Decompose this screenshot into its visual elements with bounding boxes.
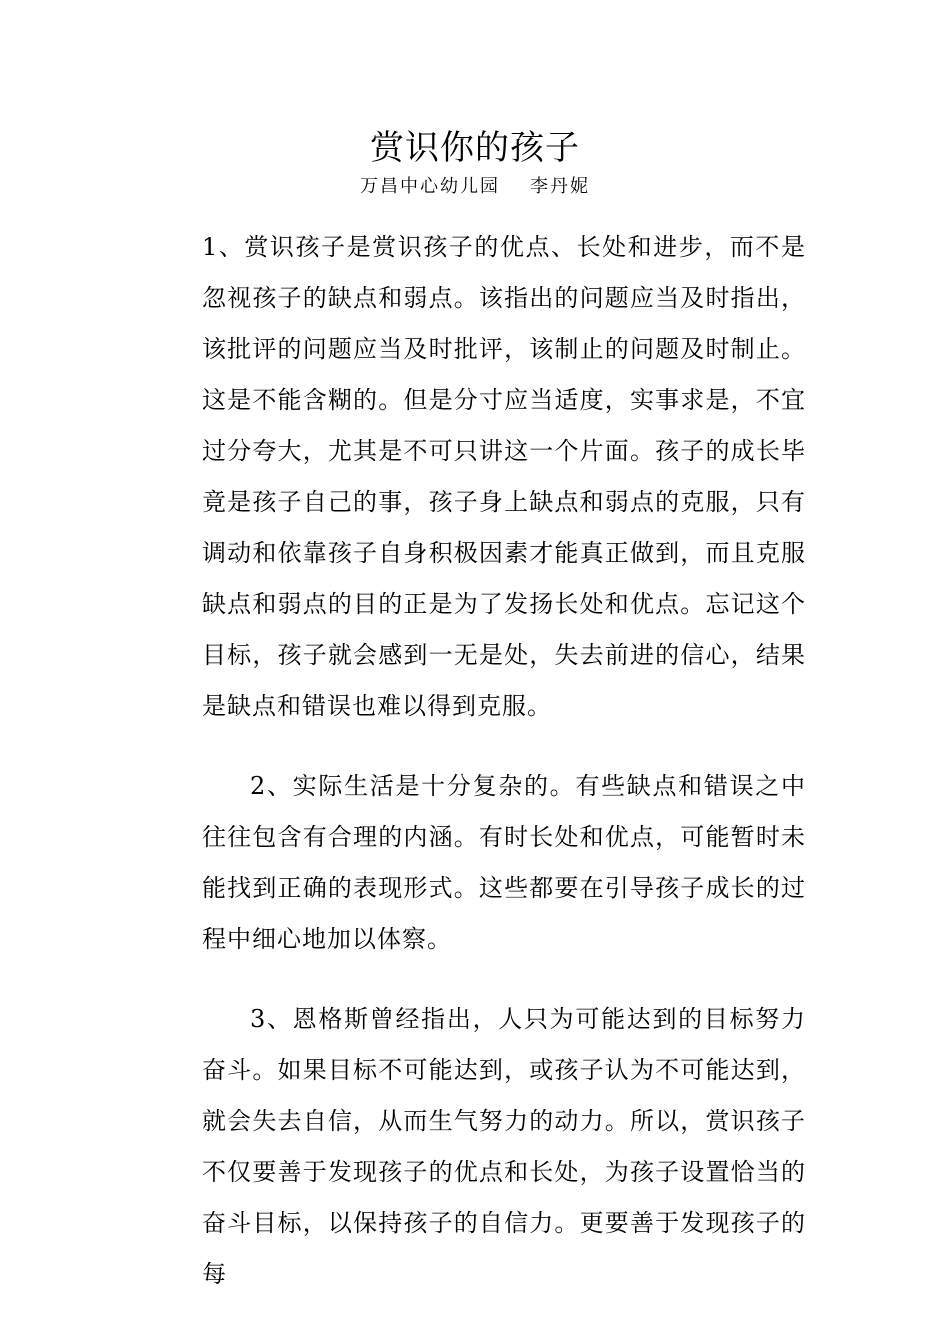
paragraph-1: 1、赏识孩子是赏识孩子的优点、长处和进步，而不是忽视孩子的缺点和弱点。该指出的问题应当及时指出，该批评的问题应当及时批评，该制止的问题及时制止。这是不能含糊的。但是分寸应当适度，实事求是，不宜过分夸大，尤其是不可只讲这一个片面。孩子的成长毕竟是孩子自己的事，孩子身上缺点和弱点的克服，只有调动和依靠孩子自身积极因素才能真正做到，而且克服缺点和弱点的目的正是为了发扬长处和优点。忘记这个目标，孩子就会感到一无是处，失去前进的信心，结果是缺点和错误也难以得到克服。 [202,233,806,720]
byline-author: 李丹妮 [530,176,590,197]
byline [0,174,950,200]
byline-school: 万昌中心幼儿园 [360,176,500,197]
paragraph-spacer [202,965,806,994]
document-body [202,222,806,1300]
paragraph-2: 2、实际生活是十分复杂的。有些缺点和错误之中往往包含有合理的内涵。有时长处和优点，可能暂时未能找到正确的表现形式。这些都要在引导孩子成长的过程中细心地加以体察。 [202,772,806,953]
paragraph-spacer [202,732,806,761]
paragraph-3: 3、恩格斯曾经指出，人只为可能达到的目标努力奋斗。如果目标不可能达到，或孩子认为不可能达到，就会失去自信，从而生气努力的动力。所以，赏识孩子不仅要善于发现孩子的优点和长处，为孩子设置恰当的奋斗目标，以保持孩子的自信力。更要善于发现孩子的每 [202,1005,806,1288]
document-title: 赏识你的孩子 [370,128,580,168]
